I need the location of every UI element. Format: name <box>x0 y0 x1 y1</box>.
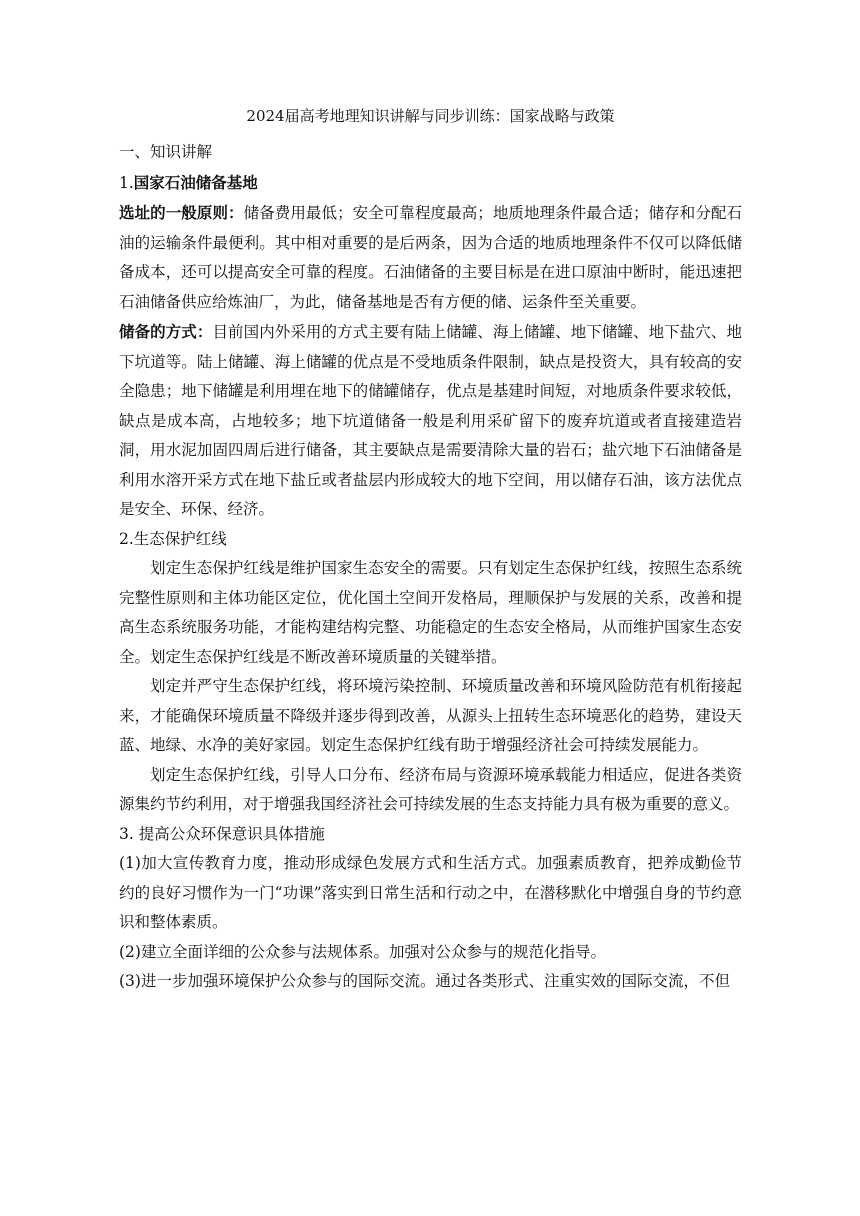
item3-paragraph-3: (3)进一步加强环境保护公众参与的国际交流。通过各类形式、注重实效的国际交流，不但 <box>119 972 730 990</box>
storage-methods-text: 目前国内外采用的方式主要有陆上储罐、海上储罐、地下储罐、地下盐穴、地下坑道等。陆上储罐、海上储罐的优点是不受地质条件限制，缺点是投资大，具有较高的安全隐患；地下储罐是利用埋在地下的储罐储存，优点是基建时间短，对地质条件要求较低，缺点是成本高，占地较多；地下坑道储备一般是利用采矿留下的废弃坑道或者直接建造岩洞，用水泥加固四周后进行储备，其主要缺点是需要清除大量的岩石；盐穴地下石油储备是利用水溶开采方式在地下盐丘或者盐层内形成较大的地下空间，用以储存石油，该方法优点是安全、环保、经济。 <box>119 323 742 518</box>
item3-heading: 3. 提高公众环保意识具体措施 <box>119 824 325 843</box>
item2-paragraph-3: 划定生态保护红线，引导人口分布、经济布局与资源环境承载能力相适应，促进各类资源集约节约利用，对于增强我国经济社会可持续发展的生态支持能力具有极为重要的意义。 <box>119 765 742 813</box>
item2-paragraph-1: 划定生态保护红线是维护国家生态安全的需要。只有划定生态保护红线，按照生态系统完整性原则和主体功能区定位，优化国土空间开发格局，理顺保护与发展的关系，改善和提高生态系统服务功能，才能构建结构完整、功能稳定的生态安全格局，从而维护国家生态安全。划定生态保护红线是不断改善环境质量的关键举措。 <box>119 559 742 666</box>
item1-title: 国家石油储备基地 <box>133 172 258 192</box>
item1-paragraph-storage-methods <box>119 317 742 525</box>
document-page <box>119 106 742 997</box>
document-title: 2024届高考地理知识讲解与同步训练：国家战略与政策 <box>246 107 615 125</box>
section-heading: 一、知识讲解 <box>119 143 213 161</box>
site-principles-label: 选址的一般原则： <box>119 203 244 222</box>
item3-paragraph-1: (1)加大宣传教育力度，推动形成绿色发展方式和生活方式。加强素质教育，把养成勤俭节约的良好习惯作为一门“功课”落实到日常生活和行动之中，在潜移默化中增强自身的节约意识和整体素质。 <box>119 854 742 931</box>
item2-heading: 2.生态保护红线 <box>119 529 227 548</box>
item1-number: 1. <box>119 173 134 192</box>
item3-paragraph-2: (2)建立全面详细的公众参与法规体系。加强对公众参与的规范化指导。 <box>119 942 606 961</box>
item1-paragraph-site-principles <box>119 198 742 317</box>
item1-heading <box>119 168 742 199</box>
item2-paragraph-2: 划定并严守生态保护红线，将环境污染控制、环境质量改善和环境风险防范有机衔接起来，才能确保环境质量不降级并逐步得到改善，从源头上扭转生态环境恶化的趋势，建设天蓝、地绿、水净的美好家园。划定生态保护红线有助于增强经济社会可持续发展能力。 <box>119 677 742 754</box>
storage-methods-label: 储备的方式： <box>119 322 213 341</box>
site-principles-text: 储备费用最低；安全可靠程度最高；地质地理条件最合适；储存和分配石油的运输条件最便利。其中相对重要的是后两条，因为合适的地质地理条件不仅可以降低储备成本，还可以提高安全可靠的程度。石油储备的主要目标是在进口原油中断时，能迅速把石油储备供应给炼油厂，为此，储备基地是否有方便的储、运条件至关重要。 <box>119 204 742 311</box>
